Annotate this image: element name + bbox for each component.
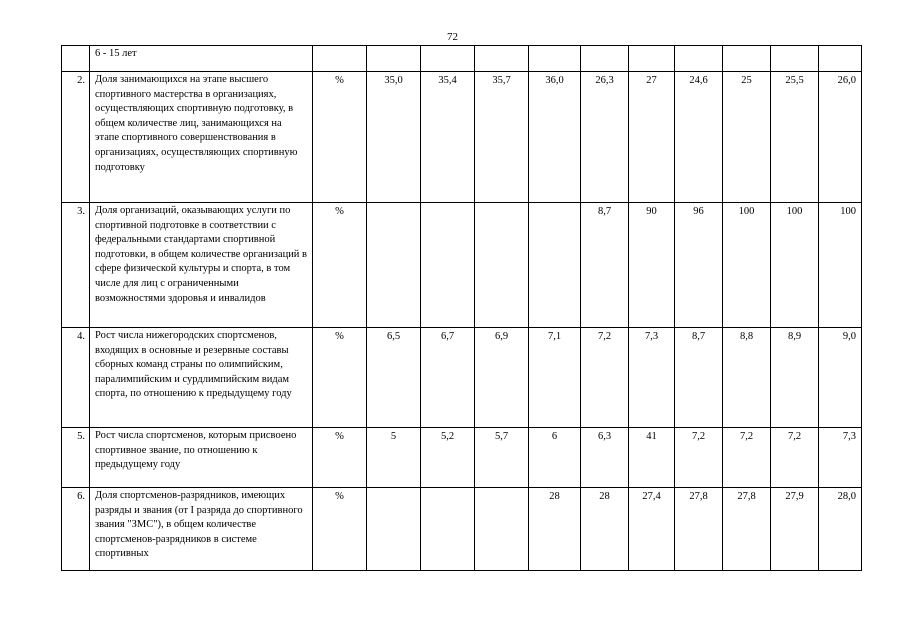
- value-cell: 9,0: [819, 328, 862, 428]
- row-number: 2.: [62, 72, 90, 203]
- indicator-text: Рост числа нижегородских спортсменов, входящих в основные и резервные составы сборных команд страны по олимпийским, паралимпийским и сурдлимпийским видам спорта, по отношению к предыдущему году: [90, 328, 313, 428]
- value-cell: [367, 203, 421, 328]
- indicators-table: [61, 45, 862, 571]
- value-cell: 28,0: [819, 488, 862, 571]
- table-row: [62, 46, 862, 72]
- value-cell: 8,7: [581, 203, 629, 328]
- value-cell: 6,9: [475, 328, 529, 428]
- indicator-text: Доля организаций, оказывающих услуги по спортивной подготовке в соответствии с федеральными стандартами спортивной подготовки, в общем количестве организаций в сфере физической культуры и спорта, в том числе для лиц с ограниченными возможностями здоровья и инвалидов: [90, 203, 313, 328]
- value-cell: 27,8: [723, 488, 771, 571]
- row-number-cell: [62, 46, 90, 72]
- value-cell: 24,6: [675, 72, 723, 203]
- value-cell: 8,8: [723, 328, 771, 428]
- value-cell: 41: [629, 428, 675, 488]
- indicator-text: Доля занимающихся на этапе высшего спортивного мастерства в организациях, осуществляющих спортивную подготовку, в общем количестве лиц, занимающихся на этапе спортивного совершенствования в организациях, осуществляющих спортивную подготовку: [90, 72, 313, 203]
- page-number: 72: [447, 31, 458, 43]
- value-cell: 7,2: [771, 428, 819, 488]
- value-cell: 25,5: [771, 72, 819, 203]
- unit-cell: %: [313, 428, 367, 488]
- value-cell: 90: [629, 203, 675, 328]
- value-cell: 7,3: [629, 328, 675, 428]
- value-cell: 5: [367, 428, 421, 488]
- value-cell: 7,2: [723, 428, 771, 488]
- value-cell: 36,0: [529, 72, 581, 203]
- row-number: 6.: [62, 488, 90, 571]
- value-cell: 28: [581, 488, 629, 571]
- indicator-text: 6 - 15 лет: [90, 46, 313, 72]
- value-cell: 7,2: [581, 328, 629, 428]
- value-cell: [421, 488, 475, 571]
- value-cell: 6,7: [421, 328, 475, 428]
- value-cell: 100: [771, 203, 819, 328]
- value-cell: 6,5: [367, 328, 421, 428]
- indicator-text: Доля спортсменов-разрядников, имеющих разряды и звания (от I разряда до спортивного звания "ЗМС"), в общем количестве спортсменов-разрядников в системе спортивных: [90, 488, 313, 571]
- value-cell: 27,9: [771, 488, 819, 571]
- value-cell: 100: [819, 203, 862, 328]
- value-cell: 5,7: [475, 428, 529, 488]
- value-cell: [475, 488, 529, 571]
- value-cell: 8,9: [771, 328, 819, 428]
- value-cell: 35,0: [367, 72, 421, 203]
- value-cell: 7,3: [819, 428, 862, 488]
- row-number: 5.: [62, 428, 90, 488]
- value-cell: 26,0: [819, 72, 862, 203]
- unit-cell: %: [313, 328, 367, 428]
- value-cell: 27,4: [629, 488, 675, 571]
- unit-cell: %: [313, 488, 367, 571]
- table-row: [62, 203, 862, 328]
- unit-cell: %: [313, 203, 367, 328]
- value-cell: 7,1: [529, 328, 581, 428]
- value-cell: [367, 488, 421, 571]
- value-cell: 8,7: [675, 328, 723, 428]
- value-cell: 6,3: [581, 428, 629, 488]
- value-cell: 25: [723, 72, 771, 203]
- value-cell: 27,8: [675, 488, 723, 571]
- value-cell: 100: [723, 203, 771, 328]
- value-cell: 28: [529, 488, 581, 571]
- value-cell: 27: [629, 72, 675, 203]
- value-cell: 35,4: [421, 72, 475, 203]
- value-cell: 35,7: [475, 72, 529, 203]
- value-cell: 5,2: [421, 428, 475, 488]
- row-number: 3.: [62, 203, 90, 328]
- value-cell: [421, 203, 475, 328]
- value-cell: 96: [675, 203, 723, 328]
- value-cell: [529, 203, 581, 328]
- value-cell: [475, 203, 529, 328]
- value-cell: 7,2: [675, 428, 723, 488]
- table-row: [62, 428, 862, 488]
- row-number: 4.: [62, 328, 90, 428]
- table-row: [62, 328, 862, 428]
- value-cell: 26,3: [581, 72, 629, 203]
- indicator-text: Рост числа спортсменов, которым присвоено спортивное звание, по отношению к предыдущему году: [90, 428, 313, 488]
- table-row: [62, 72, 862, 203]
- table-row: [62, 488, 862, 571]
- unit-cell: %: [313, 72, 367, 203]
- value-cell: 6: [529, 428, 581, 488]
